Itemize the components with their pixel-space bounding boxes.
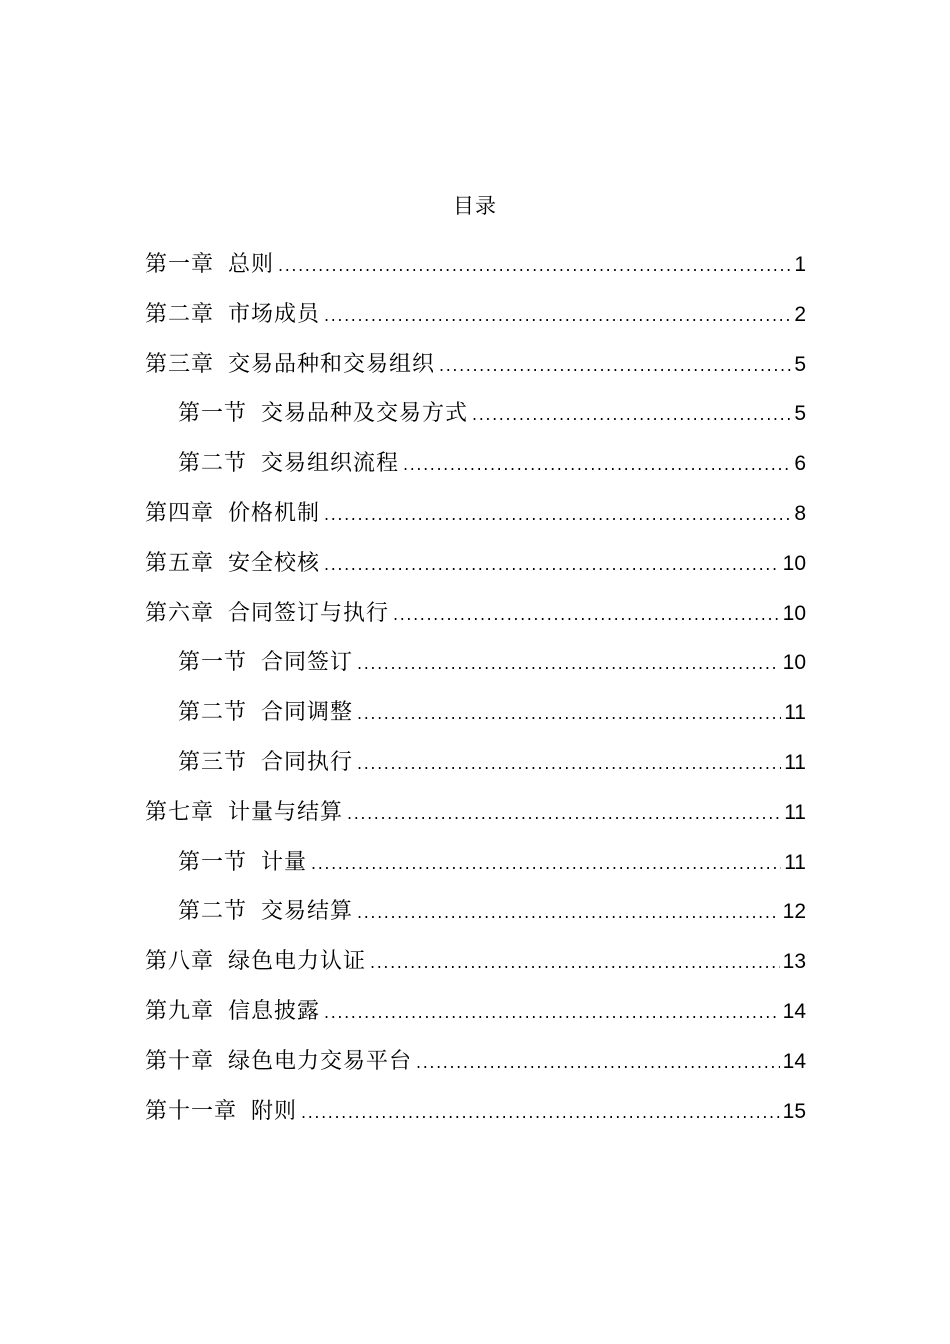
toc-chapter-number: 第七章 xyxy=(145,799,215,825)
toc-section-number: 第一节 xyxy=(178,849,248,875)
toc-title: 信息披露 xyxy=(228,998,321,1024)
toc-chapter-number: 第四章 xyxy=(145,500,215,526)
toc-dot-leader xyxy=(311,839,781,889)
toc-page-number: 5 xyxy=(794,402,806,426)
toc-page-number: 8 xyxy=(794,501,806,525)
toc-entry[interactable] xyxy=(145,788,806,838)
toc-title: 绿色电力交易平台 xyxy=(228,1048,413,1074)
toc-entry[interactable] xyxy=(145,340,806,390)
toc-entry[interactable] xyxy=(145,489,806,539)
toc-page-number: 5 xyxy=(794,352,806,376)
toc-entry[interactable] xyxy=(145,389,806,439)
toc-title: 交易结算 xyxy=(261,899,354,925)
toc-title: 计量 xyxy=(261,849,308,875)
toc-title: 安全校核 xyxy=(228,550,321,576)
toc-chapter-number: 第三章 xyxy=(145,351,215,377)
toc-title: 交易品种及交易方式 xyxy=(261,401,469,427)
toc-entry[interactable] xyxy=(145,838,806,888)
toc-page-number: 6 xyxy=(794,452,806,476)
toc-dot-leader xyxy=(324,490,791,540)
toc-title: 交易品种和交易组织 xyxy=(228,351,436,377)
toc-page-number: 11 xyxy=(784,850,806,874)
toc-page-number: 13 xyxy=(782,950,806,974)
toc-dot-leader xyxy=(393,590,780,640)
toc-chapter-number: 第十章 xyxy=(145,1048,215,1074)
toc-entry[interactable] xyxy=(145,539,806,589)
toc-page-number: 11 xyxy=(784,701,806,725)
toc-title: 合同签订与执行 xyxy=(228,600,390,626)
toc-chapter-number: 第九章 xyxy=(145,998,215,1024)
toc-chapter-number: 第六章 xyxy=(145,600,215,626)
toc-entry[interactable] xyxy=(145,439,806,489)
toc-dot-leader xyxy=(416,1038,780,1088)
toc-title: 合同执行 xyxy=(261,749,354,775)
table-of-contents xyxy=(145,240,806,1136)
toc-page-number: 10 xyxy=(782,601,806,625)
toc-title: 市场成员 xyxy=(228,301,321,327)
toc-entry[interactable] xyxy=(145,240,806,290)
toc-dot-leader xyxy=(403,440,791,490)
toc-dot-leader xyxy=(357,639,780,689)
toc-page-number: 2 xyxy=(794,302,806,326)
toc-title: 合同调整 xyxy=(261,700,354,726)
toc-page-number: 11 xyxy=(784,750,806,774)
toc-dot-leader xyxy=(347,789,781,839)
toc-entry[interactable] xyxy=(145,589,806,639)
toc-entry[interactable] xyxy=(145,738,806,788)
page-title: 目录 xyxy=(453,194,497,218)
toc-dot-leader xyxy=(357,888,780,938)
toc-title: 总则 xyxy=(228,252,275,277)
toc-page-number: 11 xyxy=(784,800,806,824)
toc-section-number: 第二节 xyxy=(178,700,248,726)
toc-section-number: 第三节 xyxy=(178,749,248,775)
toc-dot-leader xyxy=(324,540,780,590)
toc-chapter-number: 第八章 xyxy=(145,949,215,975)
toc-section-number: 第二节 xyxy=(178,899,248,925)
toc-title: 合同签订 xyxy=(261,650,354,676)
toc-dot-leader xyxy=(472,390,791,440)
toc-chapter-number: 第一章 xyxy=(145,252,215,277)
toc-page-number: 1 xyxy=(794,253,806,276)
toc-entry[interactable] xyxy=(145,987,806,1037)
toc-entry[interactable] xyxy=(145,688,806,738)
toc-entry[interactable] xyxy=(145,887,806,937)
toc-dot-leader xyxy=(357,689,781,739)
toc-page-number: 12 xyxy=(782,900,806,924)
toc-entry[interactable] xyxy=(145,290,806,340)
toc-title: 交易组织流程 xyxy=(261,451,400,477)
toc-title: 计量与结算 xyxy=(228,799,344,825)
toc-dot-leader xyxy=(278,241,791,291)
toc-dot-leader xyxy=(301,1088,780,1138)
toc-entry[interactable] xyxy=(145,937,806,987)
toc-page-number: 15 xyxy=(782,1099,806,1123)
toc-title: 附则 xyxy=(251,1098,298,1124)
toc-entry[interactable] xyxy=(145,1037,806,1087)
toc-chapter-number: 第五章 xyxy=(145,550,215,576)
toc-title: 价格机制 xyxy=(228,500,321,526)
toc-title: 绿色电力认证 xyxy=(228,949,367,975)
toc-dot-leader xyxy=(357,739,781,789)
toc-page-number: 10 xyxy=(782,651,806,675)
toc-dot-leader xyxy=(324,291,791,341)
toc-entry[interactable] xyxy=(145,1087,806,1137)
toc-section-number: 第一节 xyxy=(178,401,248,427)
toc-section-number: 第二节 xyxy=(178,451,248,477)
toc-page-number: 10 xyxy=(782,551,806,575)
toc-page-number: 14 xyxy=(782,999,806,1023)
toc-dot-leader xyxy=(324,988,780,1038)
toc-page-number: 14 xyxy=(782,1049,806,1073)
toc-dot-leader xyxy=(439,341,791,391)
toc-chapter-number: 第十一章 xyxy=(145,1098,238,1124)
toc-chapter-number: 第二章 xyxy=(145,301,215,327)
toc-dot-leader xyxy=(370,938,780,988)
toc-section-number: 第一节 xyxy=(178,650,248,676)
toc-entry[interactable] xyxy=(145,638,806,688)
